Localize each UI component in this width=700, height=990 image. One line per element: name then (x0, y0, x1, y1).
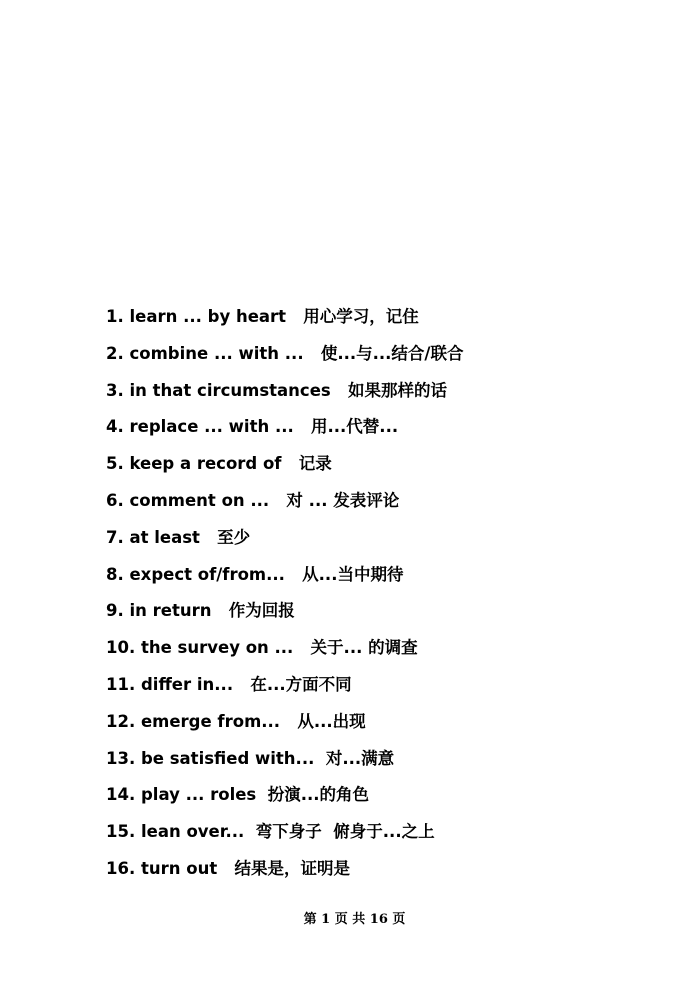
phrase-text: 11. differ in... 在...方面不同 (106, 674, 352, 694)
phrase-text: 10. the survey on ... 关于... 的调查 (106, 638, 418, 658)
phrase-text: 14. play ... roles 扮演...的角色 (106, 785, 370, 805)
phrase-item-8 (106, 562, 463, 599)
phrase-item-13 (106, 746, 463, 783)
phrase-item-12 (106, 709, 463, 746)
phrase-text: 3. in that circumstances 如果那样的话 (106, 380, 447, 400)
phrase-text: 1. learn ... by heart 用心学习，记住 (106, 307, 419, 326)
phrase-item-1 (106, 304, 463, 341)
page-footer (0, 893, 700, 927)
phrase-item-7 (106, 525, 463, 562)
phrase-text: 7. at least 至少 (106, 527, 251, 547)
phrase-text: 6. comment on ... 对 ... 发表评论 (106, 490, 400, 510)
phrase-item-5 (106, 451, 463, 488)
phrase-text: 12. emerge from... 从...出现 (106, 711, 366, 731)
phrase-text: 5. keep a record of 记录 (106, 454, 332, 474)
phrase-item-2 (106, 341, 463, 378)
phrase-text: 9. in return 作为回报 (106, 601, 295, 621)
phrase-text: 8. expect of/from... 从...当中期待 (106, 564, 404, 584)
phrase-item-6 (106, 488, 463, 525)
phrase-text: 4. replace ... with ... 用...代替... (106, 417, 399, 437)
phrase-text: 13. be satisfied with... 对...满意 (106, 748, 395, 768)
phrase-item-16 (106, 856, 463, 893)
phrase-item-4 (106, 414, 463, 451)
phrase-item-15 (106, 819, 463, 856)
phrase-text: 2. combine ... with ... 使...与...结合/联合 (106, 343, 464, 363)
phrase-item-11 (106, 672, 463, 709)
phrase-item-9 (106, 598, 463, 635)
phrase-text: 16. turn out 结果是，证明是 (106, 858, 350, 878)
phrase-item-10 (106, 635, 463, 672)
phrase-item-14 (106, 782, 463, 819)
phrase-item-3 (106, 378, 463, 415)
phrase-list (106, 304, 463, 893)
phrase-text: 15. lean over... 弯下身子 俯身于...之上 (106, 822, 435, 842)
page-number-label: 第 1 页 共 16 页 (303, 912, 406, 927)
